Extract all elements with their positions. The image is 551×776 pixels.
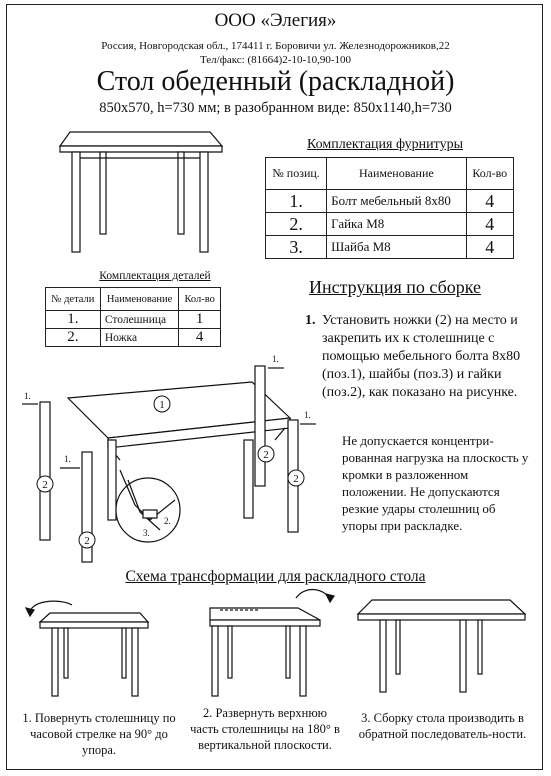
callout-leg-b-text: 2 bbox=[84, 535, 90, 547]
table-row bbox=[46, 311, 221, 329]
hardware-row-name: Болт мебельный 8х80 bbox=[327, 190, 466, 213]
parts-col-qty: Кол-во bbox=[179, 288, 221, 311]
parts-row-name: Столешница bbox=[100, 311, 179, 329]
hardware-col-qty: Кол-во bbox=[466, 158, 513, 190]
parts-row-qty: 4 bbox=[179, 329, 221, 347]
warning-text: Не допускается концентри-рованная нагрузка на плоскость у кромки в разложенном положении. Не допускаются резкие удары столешниц об упоры при раскладке. bbox=[342, 433, 529, 533]
callout-leg-d-text: 2 bbox=[293, 473, 299, 485]
instruction-step-1 bbox=[305, 312, 540, 402]
exploded-assembly-drawing bbox=[22, 366, 316, 562]
transform-step2-drawing bbox=[210, 590, 334, 696]
transform-step1-drawing bbox=[26, 601, 148, 696]
product-dimensions: 850х570, h=730 мм; в разобранном виде: 850х1140,h=730 bbox=[99, 100, 452, 116]
hardware-row-num: 2. bbox=[266, 213, 327, 236]
callout-tabletop-text: 1 bbox=[159, 399, 165, 411]
table-row bbox=[46, 329, 221, 347]
company-address: Россия, Новгородская обл., 174411 г. Боровичи ул. Железнодорожников,22 bbox=[101, 40, 450, 52]
company-name: ООО «Элегия» bbox=[214, 10, 337, 31]
washer-label: 3. bbox=[143, 528, 150, 538]
parts-caption: Комплектация деталей bbox=[99, 270, 211, 282]
step-number: 1. bbox=[305, 313, 316, 328]
table-row bbox=[266, 213, 514, 236]
parts-row-num: 2. bbox=[46, 329, 101, 347]
bolt-label-b: 1. bbox=[64, 454, 71, 464]
hardware-header-row bbox=[266, 158, 514, 190]
transformation-title: Схема трансформации для раскладного стола bbox=[125, 568, 426, 585]
callout-leg-c-text: 2 bbox=[263, 449, 269, 461]
bolt-label-d: 1. bbox=[304, 410, 311, 420]
hardware-row-name: Шайба М8 bbox=[327, 236, 466, 259]
hardware-col-name: Наименование bbox=[327, 158, 466, 190]
transform-step3-drawing bbox=[358, 600, 525, 692]
table-row bbox=[266, 236, 514, 259]
parts-row-name: Ножка bbox=[100, 329, 179, 347]
parts-header-row bbox=[46, 288, 221, 311]
company-phone: Тел/факс: (81664)2-10-10,90-100 bbox=[199, 54, 352, 66]
parts-row-num: 1. bbox=[46, 311, 101, 329]
nut-label: 2. bbox=[164, 516, 171, 526]
product-title: Стол обеденный (раскладной) bbox=[96, 66, 455, 97]
instructions-title: Инструкция по сборке bbox=[308, 277, 482, 297]
hardware-caption: Комплектация фурнитуры bbox=[306, 137, 464, 152]
callout-leg-a-text: 2 bbox=[42, 479, 48, 491]
parts-table bbox=[45, 287, 221, 347]
transform-step-3-caption: 3. Сборку стола производить в обратной последователь-ности. bbox=[358, 711, 527, 741]
parts-col-name: Наименование bbox=[100, 288, 179, 311]
hardware-row-num: 1. bbox=[266, 190, 327, 213]
transform-step-1-caption: 1. Повернуть столешницу по часовой стрелке на 90° до упора. bbox=[22, 711, 176, 757]
hardware-row-qty: 4 bbox=[466, 236, 513, 259]
parts-row-qty: 1 bbox=[179, 311, 221, 329]
hardware-col-num: № позиц. bbox=[266, 158, 327, 190]
hardware-row-qty: 4 bbox=[466, 190, 513, 213]
hardware-row-qty: 4 bbox=[466, 213, 513, 236]
hardware-table bbox=[265, 157, 514, 259]
bolt-label-c: 1. bbox=[272, 354, 279, 364]
hardware-row-name: Гайка М8 bbox=[327, 213, 466, 236]
hardware-row-num: 3. bbox=[266, 236, 327, 259]
bolt-label-a: 1. bbox=[24, 391, 31, 401]
transformation-title-wrap bbox=[0, 568, 551, 586]
table-row bbox=[266, 190, 514, 213]
transform-step-2-caption: 2. Развернуть верхнюю часть столешницы на 180° в вертикальной плоскости. bbox=[190, 706, 340, 752]
step-text: Установить ножки (2) на место и закрепить их к столешнице с помощью мебельного болта 8х80 (поз.1), шайбы (поз.3) и гайки (поз.2), как показано на рисунке. bbox=[322, 313, 521, 400]
parts-col-num: № детали bbox=[46, 288, 101, 311]
assembled-table-drawing bbox=[60, 132, 222, 252]
